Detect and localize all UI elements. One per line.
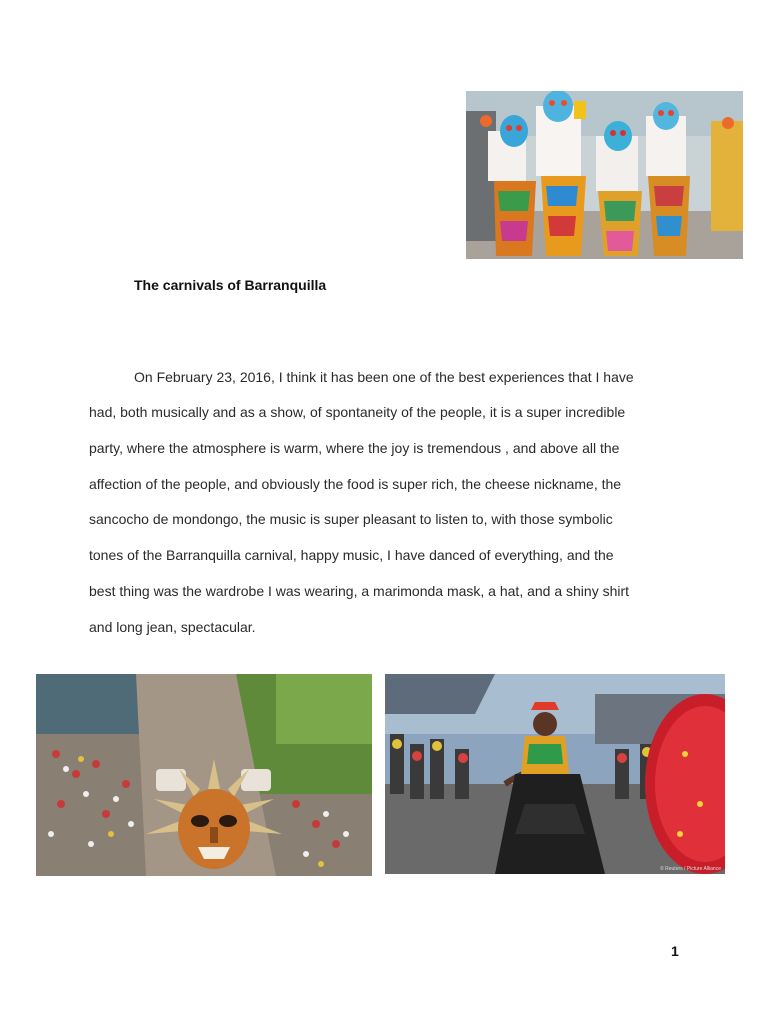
paragraph-line: affection of the people, and obviously the food is super rich, the cheese nickname, the xyxy=(89,476,622,492)
paragraph-line: best thing was the wardrobe I was wearing, a marimonda mask, a hat, and a shiny shirt xyxy=(89,583,630,599)
paragraph-line: and long jean, spectacular. xyxy=(89,619,256,635)
document-title: The carnivals of Barranquilla xyxy=(134,277,327,293)
paragraph-line: On February 23, 2016, I think it has been one of the best experiences that I have xyxy=(134,369,634,385)
cumbia-dancer-illustration xyxy=(385,674,725,874)
marimonda-dancers-illustration xyxy=(466,91,743,259)
photo-cumbia-dancer xyxy=(385,674,725,874)
photo-carnival-parade xyxy=(36,674,372,876)
paragraph-line: party, where the atmosphere is warm, where the joy is tremendous , and above all the xyxy=(89,440,620,456)
photo-credit: © Reuters / Picture Alliance xyxy=(660,866,721,872)
paragraph-line: tones of the Barranquilla carnival, happy music, I have danced of everything, and the xyxy=(89,547,614,563)
carnival-parade-illustration xyxy=(36,674,372,876)
paragraph-line: sancocho de mondongo, the music is super pleasant to listen to, with those symbolic xyxy=(89,511,613,527)
photo-marimonda-dancers xyxy=(466,91,743,259)
page-number: 1 xyxy=(671,943,679,959)
paragraph-line: had, both musically and as a show, of spontaneity of the people, it is a super incredible xyxy=(89,404,626,420)
